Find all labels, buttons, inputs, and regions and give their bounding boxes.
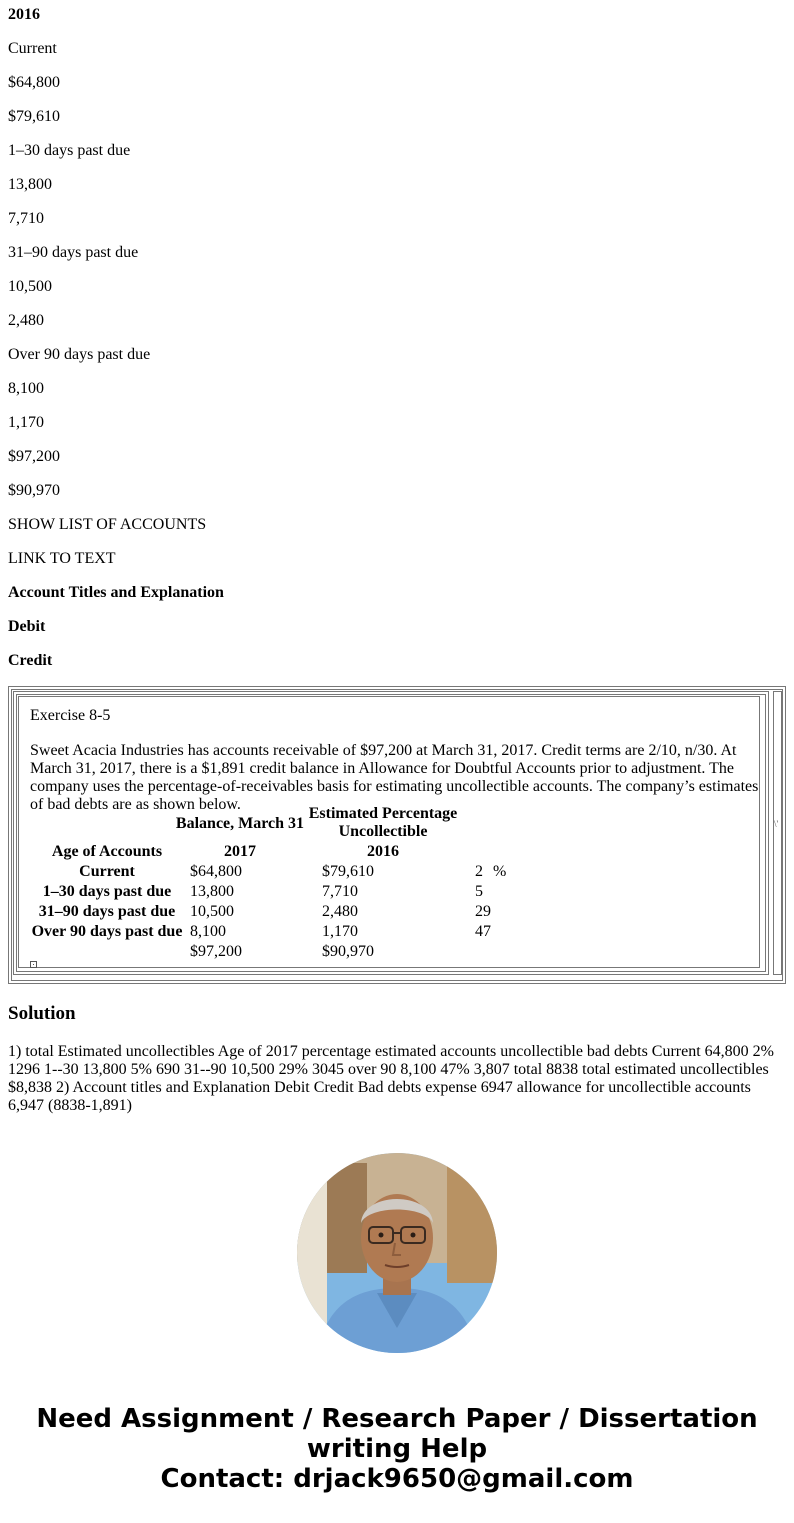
advert-line-1: Need Assignment / Research Paper / Dissertation xyxy=(36,1404,758,1434)
row-pct: 29 xyxy=(475,903,491,920)
exercise-title: Exercise 8-5 xyxy=(30,707,111,724)
column-heading-credit: Credit xyxy=(8,652,53,669)
header-balance: Balance, March 31 xyxy=(175,815,305,832)
column-heading-account-titles: Account Titles and Explanation xyxy=(8,584,224,601)
link-to-text[interactable]: LINK TO TEXT xyxy=(8,550,116,567)
row-2017: 10,500 xyxy=(190,903,234,920)
row-2017: $64,800 xyxy=(190,863,242,880)
text-line: $64,800 xyxy=(8,74,60,91)
total-2017: $97,200 xyxy=(190,943,242,960)
row-label: Over 90 days past due xyxy=(31,923,183,940)
text-line: 31–90 days past due xyxy=(8,244,139,261)
text-line: 1–30 days past due xyxy=(8,142,131,159)
text-line: $97,200 xyxy=(8,448,60,465)
text-line: 8,100 xyxy=(8,380,44,397)
text-line: $79,610 xyxy=(8,108,60,125)
solution-text: 1) total Estimated uncollectibles Age of 2017 percentage estimated accounts uncollectible bad debts Current 64,800 2% 1296 1--30 13,800 5% 690 31--90 10,500 29% 3045 over 90 8,100 47% 3,807 total 8838 total estimated uncollectibles $8,838 2) Account titles and Explanation Debit Credit Bad debts expense 6947 allowance for uncollectible accounts 6,947 (8838-1,891) xyxy=(8,1043,774,1114)
exercise-panel xyxy=(13,691,769,975)
broken-image-icon xyxy=(30,961,37,968)
row-label: 31–90 days past due xyxy=(38,903,176,920)
row-pct-unit: % xyxy=(493,863,507,880)
row-pct: 47 xyxy=(475,923,491,940)
exercise-content xyxy=(18,696,760,968)
header-pct-line2: Uncollectible xyxy=(338,823,428,840)
text-line: $90,970 xyxy=(8,482,60,499)
row-pct: 2 xyxy=(475,863,483,880)
header-2016: 2016 xyxy=(367,843,399,860)
advert-contact-email[interactable]: Contact: drjack9650@gmail.com xyxy=(160,1464,634,1494)
exercise-text: Sweet Acacia Industries has accounts receivable of $97,200 at March 31, 2017. Credit terms are 2/10, n/30. At March 31, 2017, there is a $1,891 credit balance in Allowance for Doubtful Accounts prior to adjustment. The company uses the percentage-of-receivables basis for estimating uncollectible accounts. The company’s estimates of bad debts are as shown below. xyxy=(30,742,759,813)
row-2016: 1,170 xyxy=(322,923,358,940)
text-line: 10,500 xyxy=(8,278,52,295)
text-line: 13,800 xyxy=(8,176,52,193)
column-heading-debit: Debit xyxy=(8,618,46,635)
tutor-avatar xyxy=(297,1153,497,1353)
row-2016: 7,710 xyxy=(322,883,358,900)
header-age: Age of Accounts xyxy=(51,843,163,860)
exercise-frame xyxy=(8,686,786,984)
total-2016: $90,970 xyxy=(322,943,374,960)
row-label: 1–30 days past due xyxy=(42,883,172,900)
help-advert xyxy=(0,1404,794,1494)
header-pct-line1: Estimated Percentage xyxy=(308,805,458,822)
row-label: Current xyxy=(79,863,135,880)
row-2016: $79,610 xyxy=(322,863,374,880)
person-photo-icon xyxy=(297,1153,497,1353)
solution-heading: Solution xyxy=(8,1003,76,1024)
text-line: 2,480 xyxy=(8,312,44,329)
row-2016: 2,480 xyxy=(322,903,358,920)
text-line: 7,710 xyxy=(8,210,44,227)
row-pct: 5 xyxy=(475,883,483,900)
advert-line-2: writing Help xyxy=(306,1434,488,1464)
row-2017: 8,100 xyxy=(190,923,226,940)
text-line: Over 90 days past due xyxy=(8,346,151,363)
side-column xyxy=(773,691,782,975)
show-list-of-accounts-link[interactable]: SHOW LIST OF ACCOUNTS xyxy=(8,516,207,533)
year-heading: 2016 xyxy=(8,6,40,23)
text-line: 1,170 xyxy=(8,414,44,431)
quote-mark-icon: \' xyxy=(774,819,779,829)
text-line: Current xyxy=(8,40,57,57)
header-2017: 2017 xyxy=(224,843,256,860)
row-2017: 13,800 xyxy=(190,883,234,900)
